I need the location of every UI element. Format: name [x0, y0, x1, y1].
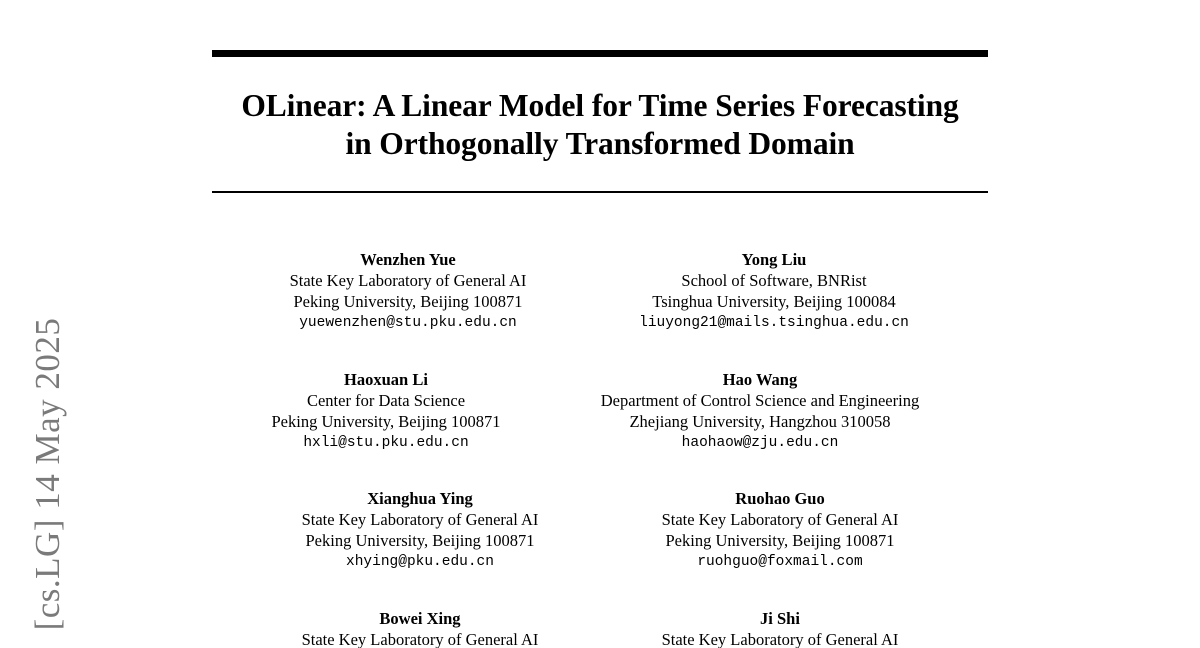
author-block	[570, 608, 990, 648]
title-top-rule	[212, 50, 988, 57]
author-affiliation: Tsinghua University, Beijing 100084	[652, 292, 896, 311]
paper-title-line-1: OLinear: A Linear Model for Time Series Forecasting	[241, 88, 959, 123]
author-affiliation: Peking University, Beijing 100871	[305, 531, 535, 550]
paper-title	[150, 87, 1050, 163]
author-name: Haoxuan Li	[344, 370, 428, 389]
arxiv-stamp-text: [cs.LG] 14 May 2025	[28, 317, 67, 631]
author-block	[210, 608, 630, 648]
author-block	[198, 249, 618, 334]
author-name: Ruohao Guo	[735, 489, 825, 508]
author-name: Hao Wang	[722, 370, 798, 389]
author-email[interactable]: hxli@stu.pku.edu.cn	[303, 435, 469, 451]
author-affiliation: State Key Laboratory of General AI	[661, 510, 899, 529]
author-affiliation: Peking University, Beijing 100871	[665, 531, 895, 550]
author-name: Bowei Xing	[379, 609, 461, 628]
author-affiliation: Zhejiang University, Hangzhou 310058	[629, 412, 891, 431]
title-bottom-rule	[212, 191, 988, 193]
author-email[interactable]: haohaow@zju.edu.cn	[681, 435, 839, 451]
author-affiliation: School of Software, BNRist	[681, 271, 867, 290]
author-affiliation: State Key Laboratory of General AI	[289, 271, 527, 290]
author-block	[176, 369, 596, 454]
author-email[interactable]: ruohguo@foxmail.com	[697, 554, 863, 570]
author-name: Xianghua Ying	[367, 489, 473, 508]
paper-title-line-2: in Orthogonally Transformed Domain	[345, 126, 855, 161]
author-block	[550, 369, 970, 454]
author-block	[564, 249, 984, 334]
author-affiliation: Center for Data Science	[306, 391, 466, 410]
author-affiliation: State Key Laboratory of General AI	[661, 630, 899, 648]
author-email[interactable]: yuewenzhen@stu.pku.edu.cn	[299, 315, 517, 331]
author-email[interactable]: xhying@pku.edu.cn	[346, 554, 494, 570]
author-name: Wenzhen Yue	[360, 250, 456, 269]
author-affiliation: State Key Laboratory of General AI	[301, 630, 539, 648]
author-email[interactable]: liuyong21@mails.tsinghua.edu.cn	[639, 315, 909, 331]
author-affiliation: Department of Control Science and Engineering	[600, 391, 920, 410]
author-name: Ji Shi	[760, 609, 800, 628]
author-affiliation: Peking University, Beijing 100871	[271, 412, 501, 431]
author-block	[570, 488, 990, 573]
author-block	[210, 488, 630, 573]
author-name: Yong Liu	[741, 250, 807, 269]
author-affiliation: Peking University, Beijing 100871	[293, 292, 523, 311]
author-affiliation: State Key Laboratory of General AI	[301, 510, 539, 529]
